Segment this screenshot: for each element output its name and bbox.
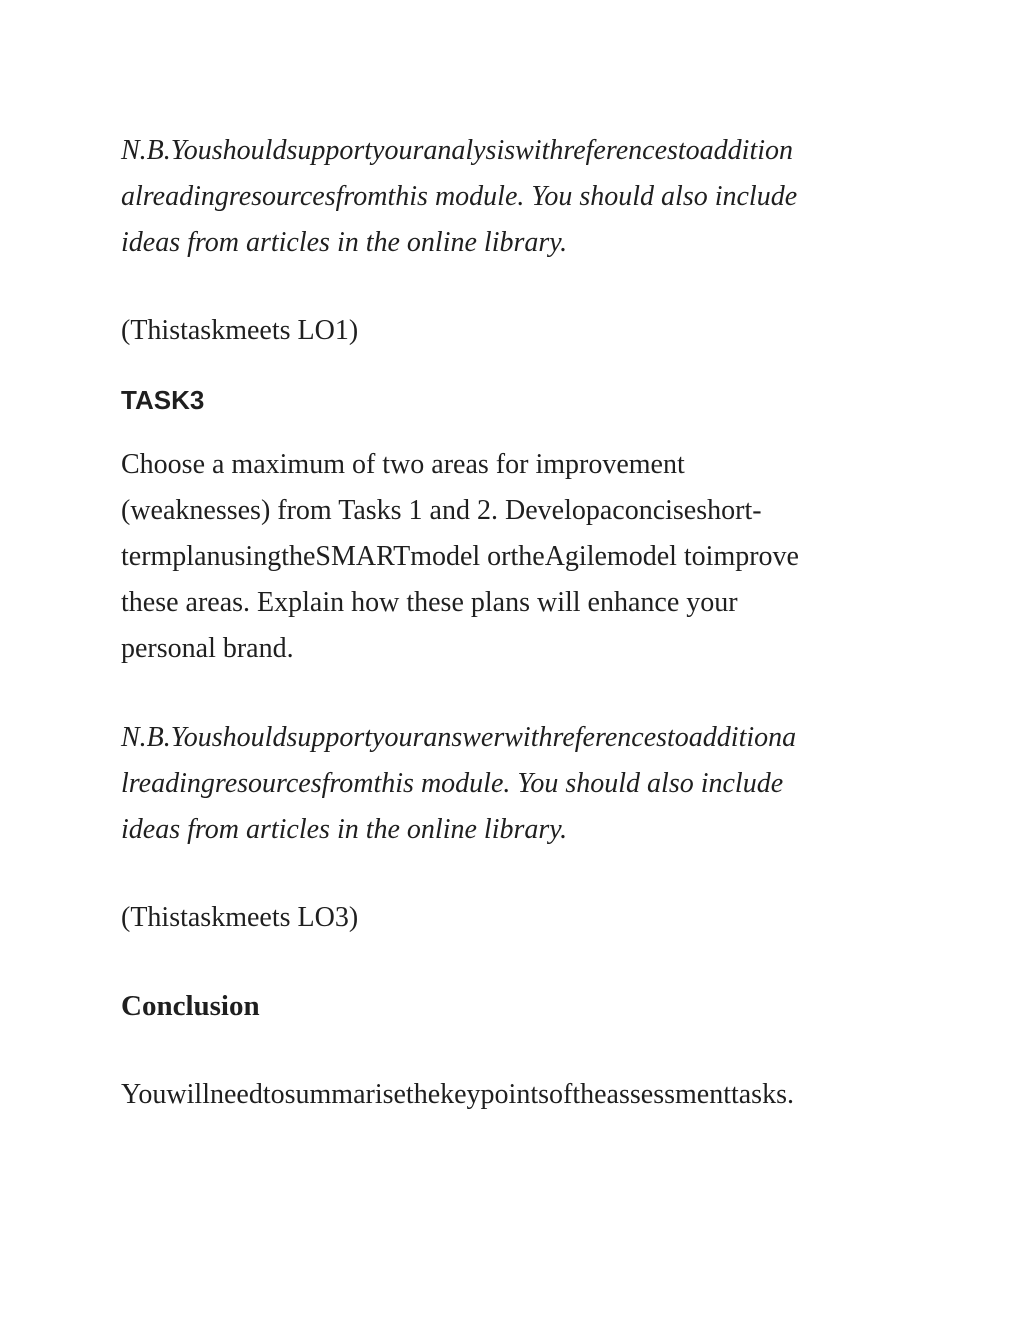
instruction-line: personal brand. [121,633,294,664]
task3-heading: TASK3 [121,385,205,415]
instruction-line: termplanusingtheSMARTmodel ortheAgilemodel toimprove [121,541,799,572]
note-line: lreadingresourcesfromthis module. You should also include [121,768,784,799]
reference-note-2 [121,715,796,853]
note-line: ideas from articles in the online library. [121,814,568,845]
note-line: alreadingresourcesfromthis module. You should also include [121,181,798,212]
instruction-line: these areas. Explain how these plans will enhance your [121,587,738,618]
note-line: N.B.Youshouldsupportyouranalysiswithreferencestoaddition [121,135,794,166]
conclusion-text: Youwillneedtosummarisethekeypointsoftheassessmenttasks. [121,1079,794,1110]
reference-note-1 [121,128,797,266]
task3-instructions [121,442,799,672]
learning-outcome-note-3: (Thistaskmeets LO3) [121,902,359,933]
learning-outcome-note-1: (Thistaskmeets LO1) [121,315,359,346]
note-line: ideas from articles in the online library. [121,227,568,258]
conclusion-heading: Conclusion [121,990,260,1022]
instruction-line: Choose a maximum of two areas for improvement [121,449,685,480]
note-line: N.B.Youshouldsupportyouranswerwithreferencestoadditiona [121,722,797,753]
instruction-line: (weaknesses) from Tasks 1 and 2. Developaconciseshort- [121,495,762,526]
